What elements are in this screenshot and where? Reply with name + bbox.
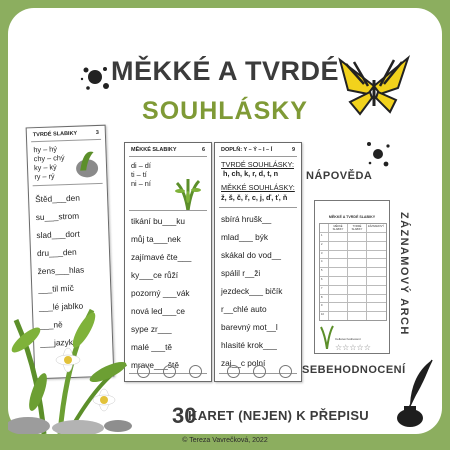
exercise-word: r__chlé auto [221,304,267,314]
smiley-icon [189,365,202,378]
exercise-word: barevný mot__l [221,322,278,332]
label-sebehodnoceni: SEBEHODNOCENÍ [302,364,406,376]
copyright: © Tereza Vavrečková, 2022 [182,437,268,444]
exercise-word: dru___den [36,246,77,259]
self-eval-smileys [130,363,208,379]
plants-flowers-icon [8,260,138,434]
sheet-row-number: 1 [321,234,323,237]
card-title: MĚKKÉ SLABIKY [131,147,177,153]
tip-line: ky – ký [33,162,57,173]
title-line-1: MĚKKÉ A TVRDÉ [110,56,339,86]
fern-icon [319,323,335,349]
exercise-word: ___til míč [38,282,74,295]
record-sheet-thumbnail [314,200,390,354]
butterfly-icon [334,50,414,118]
smiley-icon [137,365,150,378]
exercise-word: ___ně [39,319,63,331]
sheet-col-header: MĚKKÉ SLABIKY [332,225,344,231]
exercise-word: pozorný ___vák [131,288,190,298]
label-napoveda: NÁPOVĚDA [306,170,373,182]
card-title: TVRDÉ SLABIKY [32,130,78,139]
soft-consonants-title: MĚKKÉ SOUHLÁSKY: [221,183,295,192]
exercise-word: žens___hlas [37,264,85,277]
exercise-word: malé ___tě [131,342,173,352]
sheet-row-number: 8 [321,295,323,299]
quill-inkpot-icon [392,358,440,430]
card-count: 30 [172,403,197,428]
self-eval-smileys [220,363,298,379]
sheet-row-number: 7 [321,286,323,290]
smiley-icon [163,365,176,378]
label-zaznamovy-arch: ZÁZNAMOVÝ ARCH [398,212,410,336]
sheet-col-header: ZÁZNAMOVÝ [367,225,385,228]
exercise-word: spálil r__ži [221,268,261,278]
tip-line: ni – ní [131,179,151,188]
tip-line: ry – rý [34,171,55,182]
exercise-word: mrave___ště [131,360,179,370]
rock-fern-icon [73,146,100,179]
tip-line: di – dí [131,161,151,170]
tip-line: chy – chý [33,153,65,164]
ink-splash-icon [78,60,112,94]
sheet-title: MĚKKÉ A TVRDÉ SLABIKY [328,215,376,219]
sheet-row-number: 4 [321,260,323,264]
tip-line: hy – hý [33,144,58,155]
exercise-word: nová led___ce [131,306,185,316]
exercise-word: můj ta___nek [131,234,181,244]
sheet-row-number: 2 [321,242,323,246]
card-fill-in [214,142,302,382]
exercise-word: Štěd___den [34,192,81,205]
rating-stars-icon [335,343,385,351]
hard-consonants-title: TVRDÉ SOUHLÁSKY: [221,160,294,169]
tip-line: ti – tí [131,170,147,179]
exercise-word: tikání bu___ku [131,216,185,226]
sheet-row-number: 10 [321,313,324,317]
footer-text: KARET (NEJEN) K PŘEPISU [188,408,369,423]
sheet-row-number: 5 [321,269,323,273]
svg-text:☆☆☆☆☆: ☆☆☆☆☆ [335,343,371,351]
sheet-col-header: TVRDÉ SLABIKY [351,225,363,231]
exercise-word: ___jazyk [39,336,74,349]
soft-consonants: ž, š, č, ř, c, j, ď, ť, ň [221,193,288,202]
exercise-word: sbírá hrušk__ [221,214,272,224]
exercise-word: ___lé jablko [38,300,84,313]
smiley-icon [227,365,240,378]
sheet-row-number: 6 [321,278,323,281]
sheet-eval-label: Celkové hodnocení [335,337,361,341]
exercise-word: mlad___ býk [221,232,269,242]
card-number: 9 [291,147,295,153]
hard-consonants: h, ch, k, r, d, t, n [223,169,279,178]
exercise-word: su___strom [35,210,80,223]
sheet-row-number: 3 [321,251,323,255]
card-number: 3 [95,129,99,137]
title-line-2: SOUHLÁSKY [142,97,308,125]
card-number: 6 [201,147,205,153]
smiley-icon [279,365,292,378]
exercise-word: zajímavé čte___ [131,252,192,262]
sheet-row-number: 9 [321,304,323,308]
card-title: DOPLŇ: Y – Ý – I – Í [221,147,273,153]
exercise-word: slad___dort [36,228,80,241]
exercise-word: sype zr___ [131,324,172,334]
ink-splash-icon [364,136,394,170]
exercise-word: skákal do vod__ [221,250,281,260]
exercise-word: zaj__c polní [221,358,266,368]
exercise-word: jezdeck___ bičík [221,286,283,296]
exercise-word: ky___ce růží [131,270,179,280]
smiley-icon [253,365,266,378]
fern-icon [173,177,203,211]
exercise-word: hlasité krok___ [221,340,277,350]
sheet-grid [319,223,387,321]
